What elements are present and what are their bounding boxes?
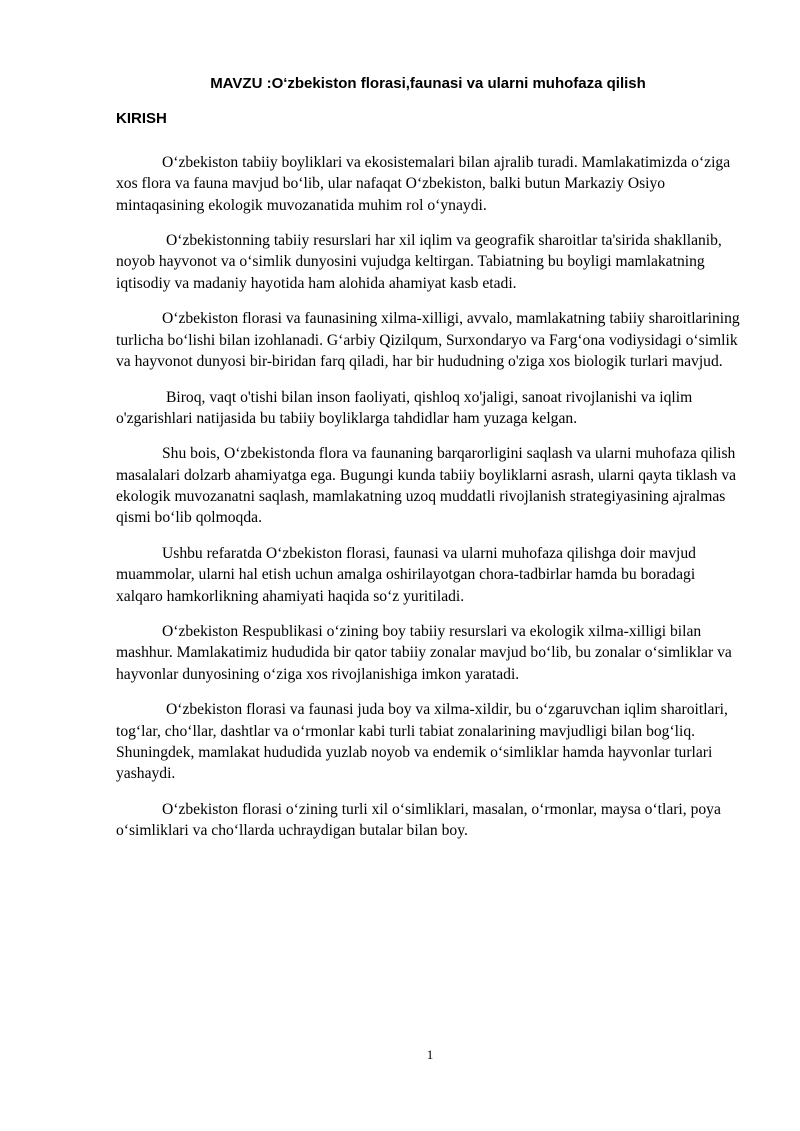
paragraph-7: O‘zbekiston Respublikasi o‘zining boy tabiiy resurslari va ekologik xilma-xilligi bilan mashhur. Mamlakatimiz hududida bir qator tabiiy zonalar mavjud bo‘lib, bu zonalar o‘simliklar va hayvonlar dunyosining o‘ziga xos rivojlanishiga imkon yaratadi. bbox=[116, 623, 732, 683]
page-number: 1 bbox=[426, 1047, 434, 1062]
paragraph-3: O‘zbekiston florasi va faunasining xilma-xilligi, avvalo, mamlakatning tabiiy sharoitlarining turlicha bo‘lishi bilan izohlanadi. G‘arbiy Qizilqum, Surxondaryo va Farg‘ona vodiysidagi o‘simlik va hayvonot dunyosi bir-biridan farq qiladi, har bir hududning o'ziga xos biologik turlari mavjud. bbox=[116, 310, 740, 370]
paragraph-4: Biroq, vaqt o'tishi bilan inson faoliyati, qishloq xo'jaligi, sanoat rivojlanishi va iqlim o'zgarishlari natijasida bu tabiiy boyliklarga tahdidlar ham yuzaga kelgan. bbox=[116, 388, 693, 427]
document-body bbox=[116, 152, 740, 856]
paragraph-6: Ushbu refaratda O‘zbekiston florasi, faunasi va ularni muhofaza qilishga doir mavjud muammolar, ularni hal etish uchun amalga oshirilayotgan chora-tadbirlar hamda bu boradagi xalqaro hamkorlikning ahamiyati haqida so‘z yuritiladi. bbox=[116, 544, 696, 605]
paragraph-8: O‘zbekiston florasi va faunasi juda boy va xilma-xildir, bu o‘zgaruvchan iqlim sharoitlari, tog‘lar, cho‘llar, dashtlar va o‘rmonlar kabi turli tabiat zonalarining mavjudligi bilan bog‘liq. Shuningdek, mamlakat hududida yuzlab noyob va endemik o‘simliklar hamda hayvonlar turlari yashaydi. bbox=[116, 701, 728, 783]
paragraph-2: O‘zbekistonning tabiiy resurslari har xil iqlim va geografik sharoitlar ta'sirida shakllanib, noyob hayvonot va o‘simlik dunyosini vujudga keltirgan. Tabiatning bu boyligi mamlakatning iqtisodiy va madaniy hayotida ham alohida ahamiyat kasb etadi. bbox=[116, 232, 722, 292]
document-title: MAVZU :O‘zbekiston florasi,faunasi va ularni muhofaza qilish bbox=[210, 75, 646, 92]
paragraph-5: Shu bois, O‘zbekistonda flora va faunaning barqarorligini saqlash va ularni muhofaza qilish masalalari dolzarb ahamiyatga ega. Bugungi kunda tabiiy boyliklarni asrash, ularni qayta tiklash va ekologik muvozanatni saqlash, mamlakatning uzoq muddatli rivojlanish strategiyasining ajralmas qismi bo‘lib qolmoqda. bbox=[116, 445, 737, 527]
section-heading: KIRISH bbox=[116, 110, 167, 127]
paragraph-1: O‘zbekiston tabiiy boyliklari va ekosistemalari bilan ajralib turadi. Mamlakatimizda o‘ziga xos flora va fauna mavjud bo‘lib, ular nafaqat O‘zbekiston, balki butun Markaziy Osiyo mintaqasining ekologik muvozanatida muhim rol o‘ynaydi. bbox=[116, 154, 731, 214]
paragraph-9: O‘zbekiston florasi o‘zining turli xil o‘simliklari, masalan, o‘rmonlar, maysa o‘tlari, poya o‘simliklari va cho‘llarda uchraydigan butalar bilan boy. bbox=[116, 800, 721, 840]
